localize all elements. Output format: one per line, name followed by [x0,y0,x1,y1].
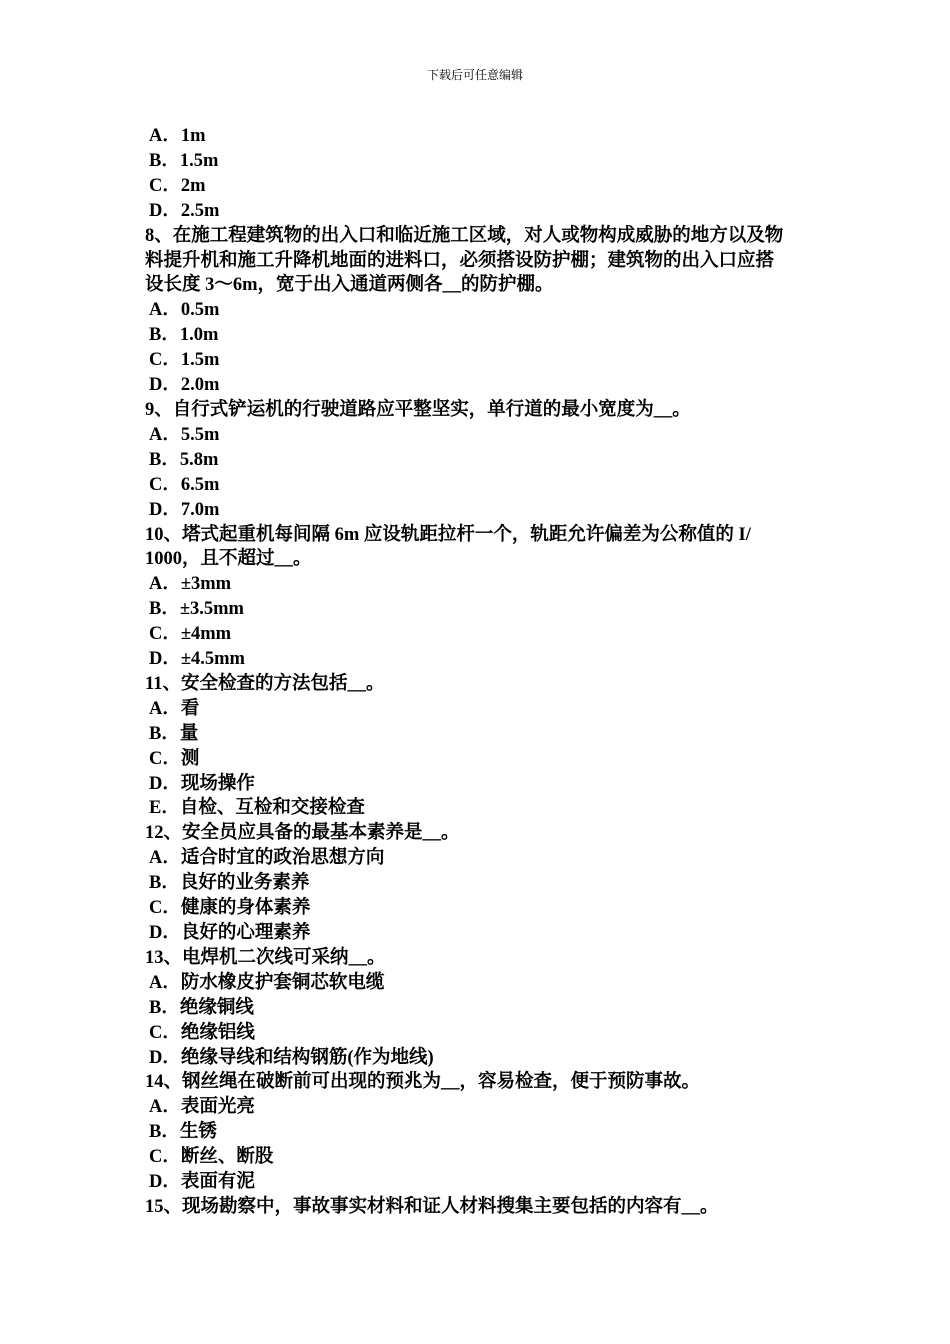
answer-option: E．自检、互检和交接检查 [149,798,365,819]
answer-option: B．绝缘铜线 [149,997,254,1018]
answer-option: A．0.5m [149,300,220,321]
question-text-line: 9、自行式铲运机的行驶道路应平整坚实，单行道的最小宽度为__。 [145,399,691,420]
answer-option: A．表面光亮 [149,1097,255,1118]
answer-option: B．1.5m [149,150,219,171]
answer-option: D．±4.5mm [149,649,245,670]
question-text-line: 15、现场勘察中，事故事实材料和证人材料搜集主要包括的内容有__。 [145,1196,719,1217]
answer-option: C．断丝、断股 [149,1147,274,1168]
question-text-line: 1000，且不超过__。 [145,549,312,570]
question-text-line: 8、在施工程建筑物的出入口和临近施工区域，对人或物构成威胁的地方以及物 [145,225,784,246]
answer-option: A．看 [149,698,200,719]
answer-option: C．绝缘铝线 [149,1022,255,1043]
question-text-line: 13、电焊机二次线可采纳__。 [145,947,386,968]
answer-option: D．良好的心理素养 [149,923,311,943]
answer-option: C．测 [149,748,200,769]
answer-option: A．防水橡皮护套铜芯软电缆 [149,972,385,993]
answer-option: B．生锈 [149,1122,217,1143]
answer-option: C．1.5m [149,350,220,371]
answer-option: B．量 [149,723,199,744]
answer-option: B．5.8m [149,449,219,470]
answer-option: C．健康的身体素养 [149,898,311,919]
answer-option: D．绝缘导线和结构钢筋(作为地线) [149,1047,434,1068]
answer-option: C．2m [149,175,206,196]
page-header: 下载后可任意编辑 [426,68,523,82]
question-text-line: 设长度 3～6m，宽于出入通道两侧各__的防护棚。 [145,275,554,296]
answer-option: B．1.0m [149,325,219,346]
answer-option: D．2.0m [149,375,220,396]
document-body [145,124,813,1220]
answer-option: D．7.0m [149,499,220,520]
answer-option: B．良好的业务素养 [149,873,310,894]
answer-option: A．1m [149,126,206,146]
question-text-line: 12、安全员应具备的最基本素养是__。 [145,823,460,844]
question-text-line: 10、塔式起重机每间隔 6m 应设轨距拉杆一个，轨距允许偏差为公称值的 I/ [145,524,751,545]
answer-option: C．6.5m [149,474,220,495]
answer-option: A．5.5m [149,424,220,445]
question-text-line: 11、安全检查的方法包括__。 [145,673,385,694]
answer-option: D．表面有泥 [149,1172,255,1193]
answer-option: B．±3.5mm [149,599,244,620]
answer-option: D．2.5m [149,200,220,221]
answer-option: A．适合时宜的政治思想方向 [149,848,385,869]
question-text-line: 料提升机和施工升降机地面的进料口，必须搭设防护棚；建筑物的出入口应搭 [145,250,775,271]
answer-option: D．现场操作 [149,773,255,794]
answer-option: C．±4mm [149,624,232,645]
answer-option: A．±3mm [149,574,232,595]
question-text-line: 14、钢丝绳在破断前可出现的预兆为__，容易检查，便于预防事故。 [145,1072,701,1093]
